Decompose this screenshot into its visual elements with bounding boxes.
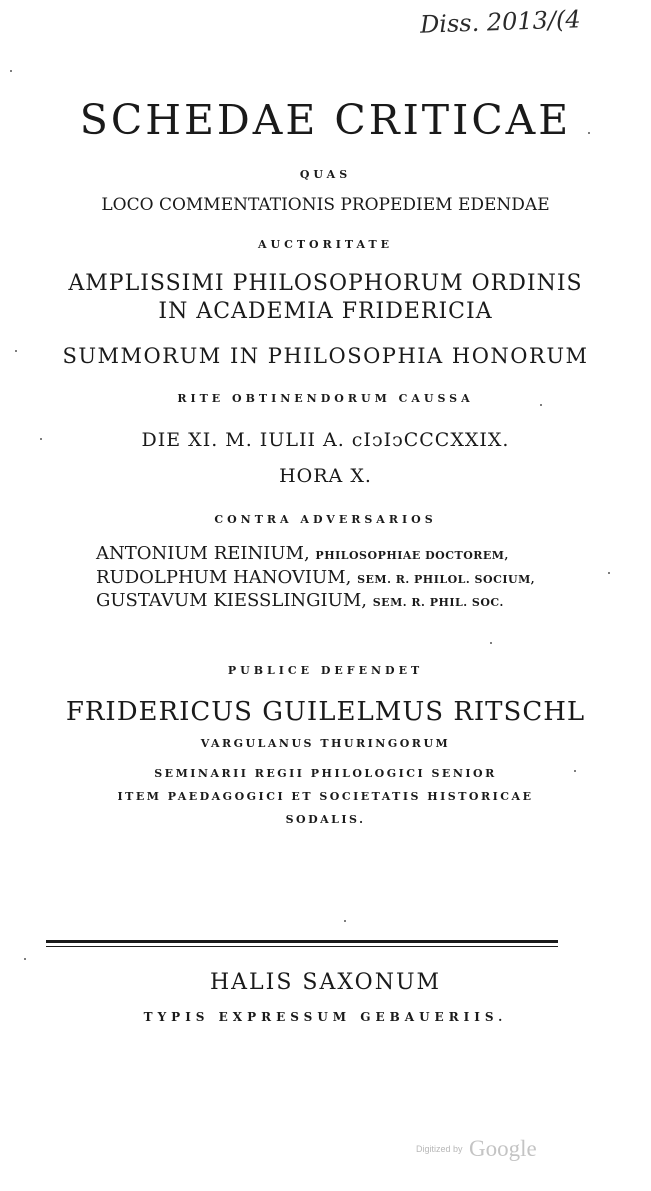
library-shelfmark: Diss. 2013/(4 [419, 5, 582, 39]
divider-rule-thick [46, 940, 558, 943]
ordo-line-1: AMPLISSIMI PHILOSOPHORUM ORDINIS [68, 271, 583, 296]
scan-speck [608, 572, 610, 574]
adversary-title: SEM. R. PHILOL. SOCIUM, [357, 573, 536, 586]
date-line: DIE XI. M. IULII A. cIↄIↄCCCXXIX. [141, 429, 510, 451]
auctoritate-line: AUCTORITATE [257, 238, 394, 251]
summorum-line: SUMMORUM IN PHILOSOPHIA HONORUM [62, 344, 589, 368]
seminarii-line: SEMINARII REGII PHILOLOGICI SENIOR [154, 767, 497, 780]
adversary-name: GUSTAVUM KIESSLINGIUM, [96, 590, 367, 611]
hora-line: HORA X. [279, 465, 372, 487]
watermark-brand-text: Google [468, 1136, 537, 1161]
scan-speck [40, 438, 42, 440]
item-line: ITEM PAEDAGOGICI ET SOCIETATIS HISTORICAE [117, 790, 534, 803]
scan-speck [10, 70, 12, 72]
adversary-title: PHILOSOPHIAE DOCTOREM, [315, 549, 509, 562]
author-name: FRIDERICUS GUILELMUS RITSCHL [65, 697, 586, 727]
imprint-place: HALIS SAXONUM [209, 970, 442, 995]
imprint-printer: TYPIS EXPRESSUM GEBAUERIIS. [143, 1010, 508, 1024]
scan-speck [588, 132, 590, 134]
scan-speck [15, 350, 17, 352]
loco-line: LOCO COMMENTATIONIS PROPEDIEM EDENDAE [101, 195, 550, 215]
book-title: SCHEDAE CRITICAE [79, 96, 572, 144]
adversary-name: ANTONIUM REINIUM, [96, 543, 310, 564]
watermark-digitized-text: Digitized by [416, 1144, 463, 1154]
rite-line: RITE OBTINENDORUM CAUSSA [177, 392, 474, 405]
scan-speck [344, 920, 346, 922]
publice-line: PUBLICE DEFENDET [227, 664, 424, 677]
adversary-3 [96, 590, 504, 611]
divider-rule-thin [46, 946, 558, 947]
quas-line: QUAS [299, 168, 352, 181]
adversary-1 [96, 543, 509, 564]
scan-speck [574, 770, 576, 772]
digitized-watermark [416, 1136, 537, 1162]
ordo-line-2: IN ACADEMIA FRIDERICIA [158, 299, 493, 324]
origin-line: VARGULANUS THURINGORUM [200, 737, 451, 750]
adversary-2 [96, 567, 535, 588]
contra-line: CONTRA ADVERSARIOS [214, 513, 437, 526]
scan-speck [490, 642, 492, 644]
adversary-name: RUDOLPHUM HANOVIUM, [96, 567, 352, 588]
scan-speck [540, 404, 542, 406]
sodalis-line: SODALIS. [285, 813, 366, 826]
scan-speck [24, 958, 26, 960]
adversary-title: SEM. R. PHIL. SOC. [372, 596, 504, 609]
